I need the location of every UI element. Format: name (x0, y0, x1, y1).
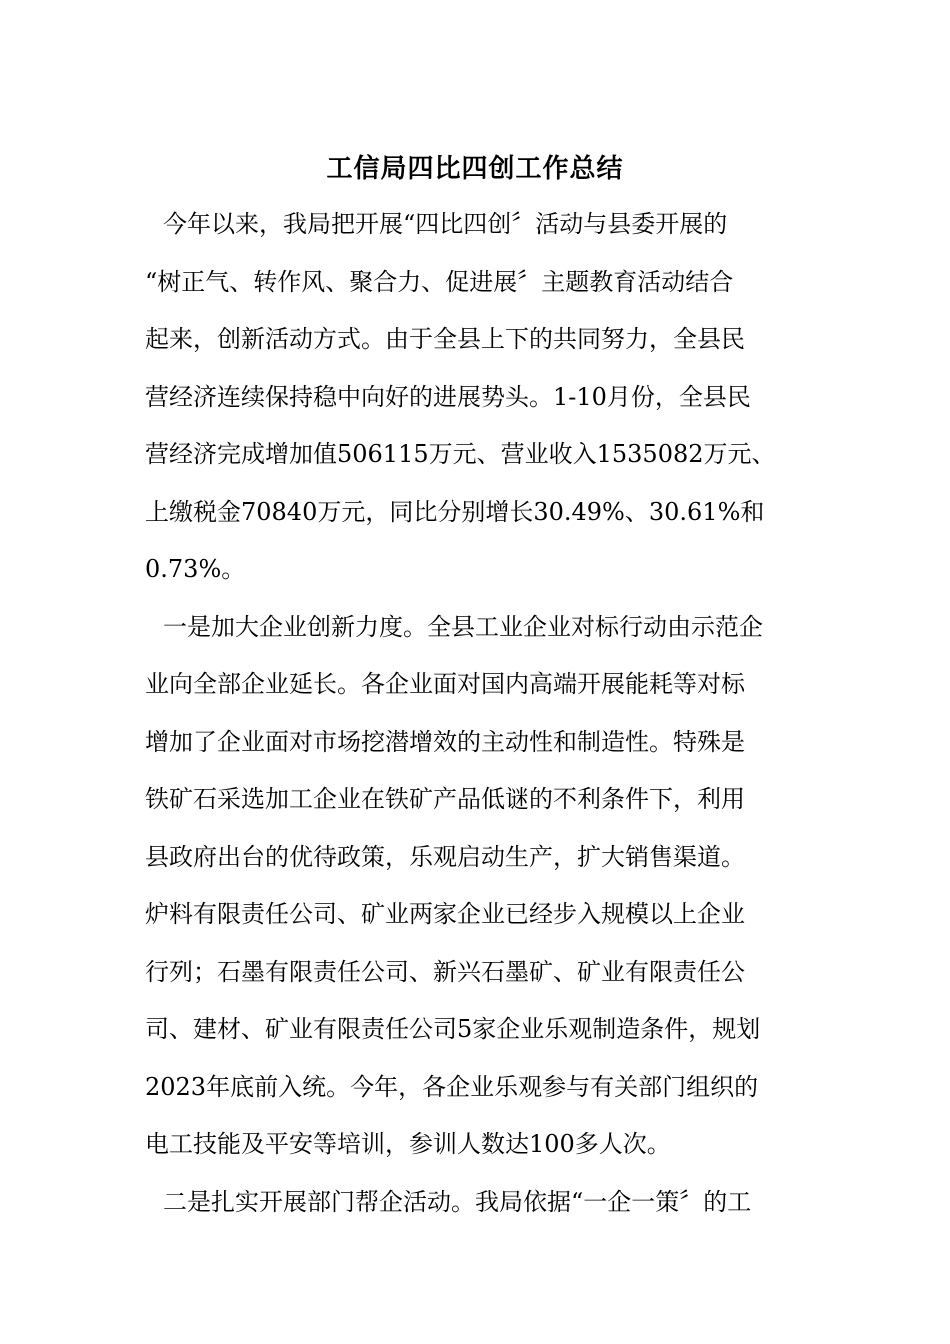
text-line: 增加了企业面对市场挖潜增效的主动性和制造性。特殊是 (145, 727, 745, 756)
text-line: 业向全部企业延长。各企业面对国内高端开展能耗等对标 (145, 670, 745, 698)
text-line: 行列；石墨有限责任公司、新兴石墨矿、矿业有限责任公 (145, 957, 745, 986)
paragraph-intro (145, 196, 807, 599)
text-line: 0.73%。 (145, 555, 246, 583)
text-line: 炉料有限责任公司、矿业两家企业已经步入规模以上企业 (145, 900, 745, 928)
text-line: 营经济连续保持稳中向好的进展势头。1-10月份，全县民 (145, 382, 751, 411)
text-line: 铁矿石采选加工企业在铁矿产品低谜的不利条件下，利用 (145, 785, 745, 813)
text-line: 起来，创新活动方式。由于全县上下的共同努力，全县民 (145, 325, 745, 353)
document-title: 工信局四比四创工作总结 (326, 154, 624, 185)
paragraph-innovation (145, 599, 807, 1174)
text-line: 二是扎实开展部门帮企活动。我局依据“一企一策〞的工 (163, 1187, 752, 1216)
text-line: 县政府出台的优待政策，乐观启动生产，扩大销售渠道。 (145, 842, 745, 871)
text-line: 营经济完成增加值506115万元、营业收入1535082万元、 (145, 440, 776, 468)
text-line: 司、建材、矿业有限责任公司5家企业乐观制造条件，规划 (145, 1015, 761, 1043)
text-line: “树正气、转作风、聚合力、促进展〞主题教育活动结合 (145, 267, 734, 296)
text-line: 上缴税金70840万元，同比分别增长30.49%、30.61%和 (145, 497, 765, 526)
document-body (145, 196, 807, 1231)
text-line: 2023年底前入统。今年，各企业乐观参与有关部门组织的 (145, 1072, 759, 1101)
text-line: 今年以来，我局把开展“四比四创〞活动与县委开展的 (163, 210, 728, 238)
paragraph-department-help (145, 1174, 807, 1232)
text-line: 电工技能及平安等培训，参训人数达100多人次。 (145, 1130, 671, 1158)
text-line: 一是加大企业创新力度。全县工业企业对标行动由示范企 (163, 612, 763, 641)
